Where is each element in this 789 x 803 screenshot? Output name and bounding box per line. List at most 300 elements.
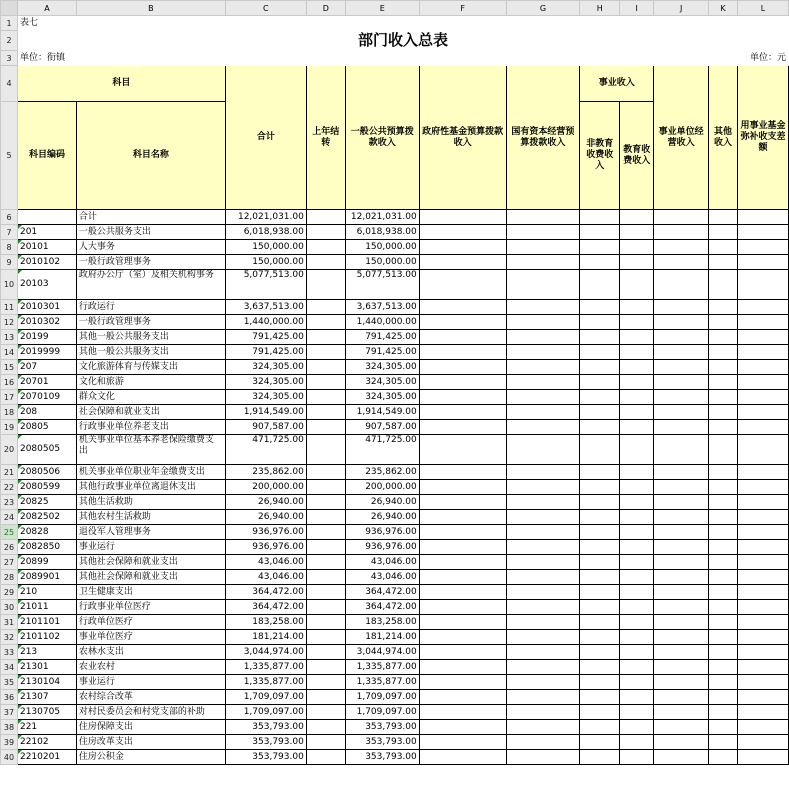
cell-name[interactable]: 其他生活救助 [76,495,225,510]
cell-empty[interactable] [709,600,738,615]
cell-name[interactable]: 一般行政管理事务 [76,255,225,270]
cell-total[interactable]: 12,021,031.00 [225,210,306,225]
header-other-income[interactable]: 其他收入 [709,66,738,210]
row-header[interactable]: 32 [1,630,18,645]
cell-empty[interactable] [709,510,738,525]
cell-general-budget[interactable]: 353,793.00 [345,720,419,735]
cell-empty[interactable] [738,345,789,360]
cell-empty[interactable] [580,465,620,480]
cell-empty[interactable] [580,750,620,765]
cell-empty[interactable] [419,615,506,630]
cell-name[interactable]: 其他农村生活救助 [76,510,225,525]
cell-empty[interactable] [620,525,654,540]
cell-empty[interactable] [580,705,620,720]
cell-code[interactable]: 2101101 [17,615,76,630]
cell-general-budget[interactable]: 936,976.00 [345,525,419,540]
cell-empty[interactable] [620,435,654,465]
cell-empty[interactable] [419,630,506,645]
cell-empty[interactable] [620,615,654,630]
cell-empty[interactable] [419,645,506,660]
cell-code[interactable]: 2080506 [17,465,76,480]
cell-name[interactable]: 政府办公厅（室）及相关机构事务 [76,270,225,300]
column-header[interactable]: A [17,1,76,16]
cell-total[interactable]: 150,000.00 [225,240,306,255]
cell-code[interactable]: 20103 [17,270,76,300]
cell-empty[interactable] [419,750,506,765]
cell-empty[interactable] [654,435,709,465]
row-header[interactable]: 1 [1,16,18,31]
cell-empty[interactable] [738,675,789,690]
cell-code[interactable]: 221 [17,720,76,735]
cell-empty[interactable] [709,315,738,330]
cell-empty[interactable] [506,420,580,435]
cell-empty[interactable] [738,495,789,510]
cell-total[interactable]: 1,709,097.00 [225,705,306,720]
cell-code[interactable]: 20199 [17,330,76,345]
cell-general-budget[interactable]: 353,793.00 [345,735,419,750]
cell-empty[interactable] [654,750,709,765]
cell-empty[interactable] [709,255,738,270]
row-header[interactable]: 17 [1,390,18,405]
header-total[interactable]: 合计 [225,66,306,210]
cell-name[interactable]: 农业农村 [76,660,225,675]
cell-empty[interactable] [654,390,709,405]
cell-name[interactable]: 退役军人管理事务 [76,525,225,540]
cell-empty[interactable] [506,525,580,540]
cell-code[interactable]: 20101 [17,240,76,255]
cell-carryover[interactable] [306,645,345,660]
cell-code[interactable]: 208 [17,405,76,420]
cell-empty[interactable] [620,585,654,600]
cell-empty[interactable] [654,315,709,330]
cell-empty[interactable] [580,360,620,375]
cell-general-budget[interactable]: 324,305.00 [345,390,419,405]
cell-empty[interactable] [620,210,654,225]
cell-name[interactable]: 农村综合改革 [76,690,225,705]
cell-total[interactable]: 353,793.00 [225,720,306,735]
cell-empty[interactable] [738,555,789,570]
cell-empty[interactable] [738,270,789,300]
cell-empty[interactable] [419,600,506,615]
cell-empty[interactable] [654,720,709,735]
column-header[interactable]: F [419,1,506,16]
cell-carryover[interactable] [306,375,345,390]
cell-empty[interactable] [620,330,654,345]
cell-code[interactable]: 22102 [17,735,76,750]
cell-empty[interactable] [580,495,620,510]
cell-empty[interactable] [738,735,789,750]
cell-name[interactable]: 群众文化 [76,390,225,405]
cell-empty[interactable] [738,330,789,345]
row-header[interactable]: 29 [1,585,18,600]
cell-empty[interactable] [654,300,709,315]
cell-empty[interactable] [709,300,738,315]
cell-empty[interactable] [709,480,738,495]
row-header[interactable]: 7 [1,225,18,240]
cell-empty[interactable] [709,660,738,675]
cell-empty[interactable] [709,420,738,435]
cell-total[interactable]: 324,305.00 [225,390,306,405]
cell-empty[interactable] [506,540,580,555]
cell-empty[interactable] [580,690,620,705]
cell-empty[interactable] [419,570,506,585]
unit-left[interactable]: 单位：衔镇 [19,52,65,63]
cell-empty[interactable] [506,360,580,375]
cell-empty[interactable] [709,735,738,750]
header-general-budget[interactable]: 一般公共预算拨款收入 [345,66,419,210]
cell-total[interactable]: 183,258.00 [225,615,306,630]
cell-empty[interactable] [709,750,738,765]
cell-total[interactable]: 3,637,513.00 [225,300,306,315]
cell-empty[interactable] [419,735,506,750]
cell-general-budget[interactable]: 43,046.00 [345,570,419,585]
cell-total[interactable]: 5,077,513.00 [225,270,306,300]
cell-name[interactable]: 其他一般公共服务支出 [76,345,225,360]
cell-carryover[interactable] [306,315,345,330]
cell-empty[interactable] [419,390,506,405]
cell-total[interactable]: 43,046.00 [225,555,306,570]
row-header[interactable]: 35 [1,675,18,690]
cell-name[interactable]: 机关事业单位基本养老保险缴费支出 [76,435,225,465]
row-header[interactable]: 27 [1,555,18,570]
cell-empty[interactable] [506,390,580,405]
cell-empty[interactable] [620,225,654,240]
row-header[interactable]: 15 [1,360,18,375]
cell-name[interactable]: 事业运行 [76,675,225,690]
select-all-corner[interactable] [1,1,18,16]
cell-empty[interactable] [620,465,654,480]
cell-general-budget[interactable]: 3,637,513.00 [345,300,419,315]
cell-total[interactable]: 791,425.00 [225,345,306,360]
cell-general-budget[interactable]: 791,425.00 [345,330,419,345]
cell-general-budget[interactable]: 200,000.00 [345,480,419,495]
cell-empty[interactable] [580,255,620,270]
cell-general-budget[interactable]: 12,021,031.00 [345,210,419,225]
cell-empty[interactable] [419,210,506,225]
column-header[interactable]: C [225,1,306,16]
cell-empty[interactable] [580,330,620,345]
cell-code[interactable]: 2210201 [17,750,76,765]
cell-empty[interactable] [738,690,789,705]
cell-carryover[interactable] [306,435,345,465]
cell-empty[interactable] [738,225,789,240]
cell-empty[interactable] [506,240,580,255]
cell-empty[interactable] [419,525,506,540]
cell-empty[interactable] [620,540,654,555]
cell-empty[interactable] [506,345,580,360]
cell-code[interactable]: 2089901 [17,570,76,585]
cell-empty[interactable] [654,630,709,645]
row-header[interactable]: 8 [1,240,18,255]
cell-empty[interactable] [506,330,580,345]
cell-empty[interactable] [709,720,738,735]
cell-carryover[interactable] [306,300,345,315]
cell-empty[interactable] [738,315,789,330]
cell-empty[interactable] [506,750,580,765]
row-header[interactable]: 9 [1,255,18,270]
cell-empty[interactable] [738,480,789,495]
cell-code[interactable]: 2130104 [17,675,76,690]
cell-empty[interactable] [709,270,738,300]
cell-empty[interactable] [506,675,580,690]
cell-empty[interactable] [654,600,709,615]
cell-empty[interactable] [620,375,654,390]
cell-name[interactable]: 机关事业单位职业年金缴费支出 [76,465,225,480]
cell-code[interactable]: 213 [17,645,76,660]
cell-total[interactable]: 907,587.00 [225,420,306,435]
column-header[interactable]: K [709,1,738,16]
cell-code[interactable]: 21307 [17,690,76,705]
cell-empty[interactable] [580,390,620,405]
cell-code[interactable]: 20805 [17,420,76,435]
cell-empty[interactable] [419,300,506,315]
cell-empty[interactable] [580,480,620,495]
cell-name[interactable]: 农林水支出 [76,645,225,660]
cell-empty[interactable] [654,345,709,360]
cell-empty[interactable] [654,555,709,570]
cell-empty[interactable] [709,360,738,375]
cell-empty[interactable] [620,480,654,495]
cell-empty[interactable] [620,630,654,645]
cell-carryover[interactable] [306,255,345,270]
cell-code[interactable]: 20828 [17,525,76,540]
column-header[interactable]: B [76,1,225,16]
cell-empty[interactable] [419,270,506,300]
cell-general-budget[interactable]: 1,440,000.00 [345,315,419,330]
cell-empty[interactable] [738,390,789,405]
cell-carryover[interactable] [306,630,345,645]
cell-empty[interactable] [709,390,738,405]
cell-carryover[interactable] [306,540,345,555]
cell-empty[interactable] [654,705,709,720]
cell-empty[interactable] [709,675,738,690]
cell-general-budget[interactable]: 1,335,877.00 [345,660,419,675]
cell-empty[interactable] [654,540,709,555]
header-non-edu-fee[interactable]: 非教育收费收入 [580,102,620,210]
cell-total[interactable]: 43,046.00 [225,570,306,585]
cell-empty[interactable] [506,480,580,495]
cell-empty[interactable] [654,240,709,255]
cell-empty[interactable] [419,345,506,360]
cell-empty[interactable] [620,645,654,660]
cell-carryover[interactable] [306,600,345,615]
cell-code[interactable]: 2080599 [17,480,76,495]
row-header[interactable]: 18 [1,405,18,420]
cell-empty[interactable] [738,540,789,555]
cell-general-budget[interactable]: 26,940.00 [345,495,419,510]
cell-total[interactable]: 471,725.00 [225,435,306,465]
cell-empty[interactable] [738,300,789,315]
cell-empty[interactable] [620,360,654,375]
cell-general-budget[interactable]: 353,793.00 [345,750,419,765]
row-header[interactable]: 30 [1,600,18,615]
cell-empty[interactable] [506,435,580,465]
cell-empty[interactable] [419,480,506,495]
cell-empty[interactable] [506,315,580,330]
row-header[interactable]: 37 [1,705,18,720]
column-header[interactable]: D [306,1,345,16]
cell-carryover[interactable] [306,240,345,255]
cell-general-budget[interactable]: 1,914,549.00 [345,405,419,420]
cell-empty[interactable] [738,645,789,660]
cell-name[interactable]: 社会保障和就业支出 [76,405,225,420]
cell-general-budget[interactable]: 1,335,877.00 [345,675,419,690]
cell-empty[interactable] [738,465,789,480]
cell-code[interactable]: 2010301 [17,300,76,315]
header-unit-business[interactable]: 事业单位经营收入 [654,66,709,210]
cell-empty[interactable] [620,495,654,510]
row-header[interactable]: 23 [1,495,18,510]
cell-empty[interactable] [506,720,580,735]
cell-empty[interactable] [419,705,506,720]
cell-empty[interactable] [620,690,654,705]
cell-empty[interactable] [654,405,709,420]
cell-general-budget[interactable]: 791,425.00 [345,345,419,360]
cell-carryover[interactable] [306,225,345,240]
cell-total[interactable]: 353,793.00 [225,750,306,765]
cell-code[interactable]: 2010102 [17,255,76,270]
cell-general-budget[interactable]: 150,000.00 [345,240,419,255]
column-header[interactable]: G [506,1,580,16]
cell-empty[interactable] [419,330,506,345]
cell-code[interactable]: 2082502 [17,510,76,525]
cell-empty[interactable] [506,630,580,645]
cell-empty[interactable] [580,555,620,570]
cell-code[interactable]: 207 [17,360,76,375]
cell-empty[interactable] [506,375,580,390]
cell-empty[interactable] [580,645,620,660]
cell-carryover[interactable] [306,480,345,495]
cell-empty[interactable] [620,345,654,360]
row-header[interactable]: 22 [1,480,18,495]
cell-name[interactable]: 人大事务 [76,240,225,255]
cell-empty[interactable] [506,510,580,525]
cell-carryover[interactable] [306,735,345,750]
cell-name[interactable]: 行政事业单位医疗 [76,600,225,615]
row-header[interactable]: 4 [1,66,18,102]
cell-empty[interactable] [580,270,620,300]
cell-name[interactable]: 住房改革支出 [76,735,225,750]
cell-code[interactable]: 201 [17,225,76,240]
cell-empty[interactable] [580,405,620,420]
cell-total[interactable]: 353,793.00 [225,735,306,750]
cell-empty[interactable] [738,525,789,540]
cell-code[interactable]: 21011 [17,600,76,615]
cell-general-budget[interactable]: 936,976.00 [345,540,419,555]
cell-empty[interactable] [580,615,620,630]
cell-empty[interactable] [738,660,789,675]
cell-empty[interactable] [620,420,654,435]
cell-empty[interactable] [738,630,789,645]
cell-empty[interactable] [654,570,709,585]
cell-empty[interactable] [620,255,654,270]
cell-code[interactable]: 2101102 [17,630,76,645]
row-header[interactable]: 5 [1,102,18,210]
row-header[interactable]: 38 [1,720,18,735]
row-header[interactable]: 21 [1,465,18,480]
cell-total[interactable]: 6,018,938.00 [225,225,306,240]
cell-empty[interactable] [620,705,654,720]
cell-general-budget[interactable]: 1,709,097.00 [345,690,419,705]
cell-name[interactable]: 文化旅游体育与传媒支出 [76,360,225,375]
cell-code[interactable]: 2082850 [17,540,76,555]
cell-total[interactable]: 324,305.00 [225,375,306,390]
cell-name[interactable]: 其他社会保障和就业支出 [76,570,225,585]
header-subject[interactable]: 科目 [17,66,225,102]
cell-name[interactable]: 事业运行 [76,540,225,555]
cell-empty[interactable] [419,375,506,390]
cell-total[interactable]: 364,472.00 [225,585,306,600]
header-code[interactable]: 科目编码 [17,102,76,210]
cell-code[interactable] [17,210,76,225]
row-header[interactable]: 12 [1,315,18,330]
cell-empty[interactable] [419,690,506,705]
cell-empty[interactable] [738,750,789,765]
row-header[interactable]: 39 [1,735,18,750]
cell-total[interactable]: 1,335,877.00 [225,660,306,675]
cell-empty[interactable] [709,495,738,510]
cell-empty[interactable] [419,360,506,375]
row-header[interactable]: 3 [1,51,18,66]
cell-total[interactable]: 26,940.00 [225,495,306,510]
cell-empty[interactable] [506,735,580,750]
cell-empty[interactable] [738,240,789,255]
cell-empty[interactable] [654,255,709,270]
cell-empty[interactable] [709,690,738,705]
cell-empty[interactable] [654,465,709,480]
cell-empty[interactable] [709,240,738,255]
cell-empty[interactable] [620,240,654,255]
header-carryover[interactable]: 上年结转 [306,66,345,210]
row-header[interactable]: 26 [1,540,18,555]
cell-empty[interactable] [506,600,580,615]
cell-empty[interactable] [654,660,709,675]
cell-general-budget[interactable]: 3,044,974.00 [345,645,419,660]
cell-empty[interactable] [580,525,620,540]
row-header[interactable]: 33 [1,645,18,660]
cell-total[interactable]: 936,976.00 [225,540,306,555]
cell-carryover[interactable] [306,615,345,630]
cell-carryover[interactable] [306,555,345,570]
cell-empty[interactable] [620,660,654,675]
cell-code[interactable]: 2080505 [17,435,76,465]
cell-empty[interactable] [580,315,620,330]
sheet-title[interactable]: 部门收入总表 [357,31,448,49]
row-header[interactable]: 34 [1,660,18,675]
cell-name[interactable]: 卫生健康支出 [76,585,225,600]
cell-empty[interactable] [738,720,789,735]
cell-empty[interactable] [506,570,580,585]
cell-total[interactable]: 1,709,097.00 [225,690,306,705]
cell-empty[interactable] [620,675,654,690]
cell-empty[interactable] [654,210,709,225]
cell-empty[interactable] [738,705,789,720]
cell-carryover[interactable] [306,210,345,225]
cell-empty[interactable] [738,420,789,435]
cell-total[interactable]: 26,940.00 [225,510,306,525]
cell-name[interactable]: 住房保障支出 [76,720,225,735]
row-header[interactable]: 13 [1,330,18,345]
cell-empty[interactable] [709,345,738,360]
cell-empty[interactable] [580,225,620,240]
cell-empty[interactable] [620,735,654,750]
cell-empty[interactable] [738,255,789,270]
cell-general-budget[interactable]: 324,305.00 [345,375,419,390]
cell-general-budget[interactable]: 364,472.00 [345,600,419,615]
cell-carryover[interactable] [306,750,345,765]
cell-name[interactable]: 事业单位医疗 [76,630,225,645]
cell-total[interactable]: 200,000.00 [225,480,306,495]
